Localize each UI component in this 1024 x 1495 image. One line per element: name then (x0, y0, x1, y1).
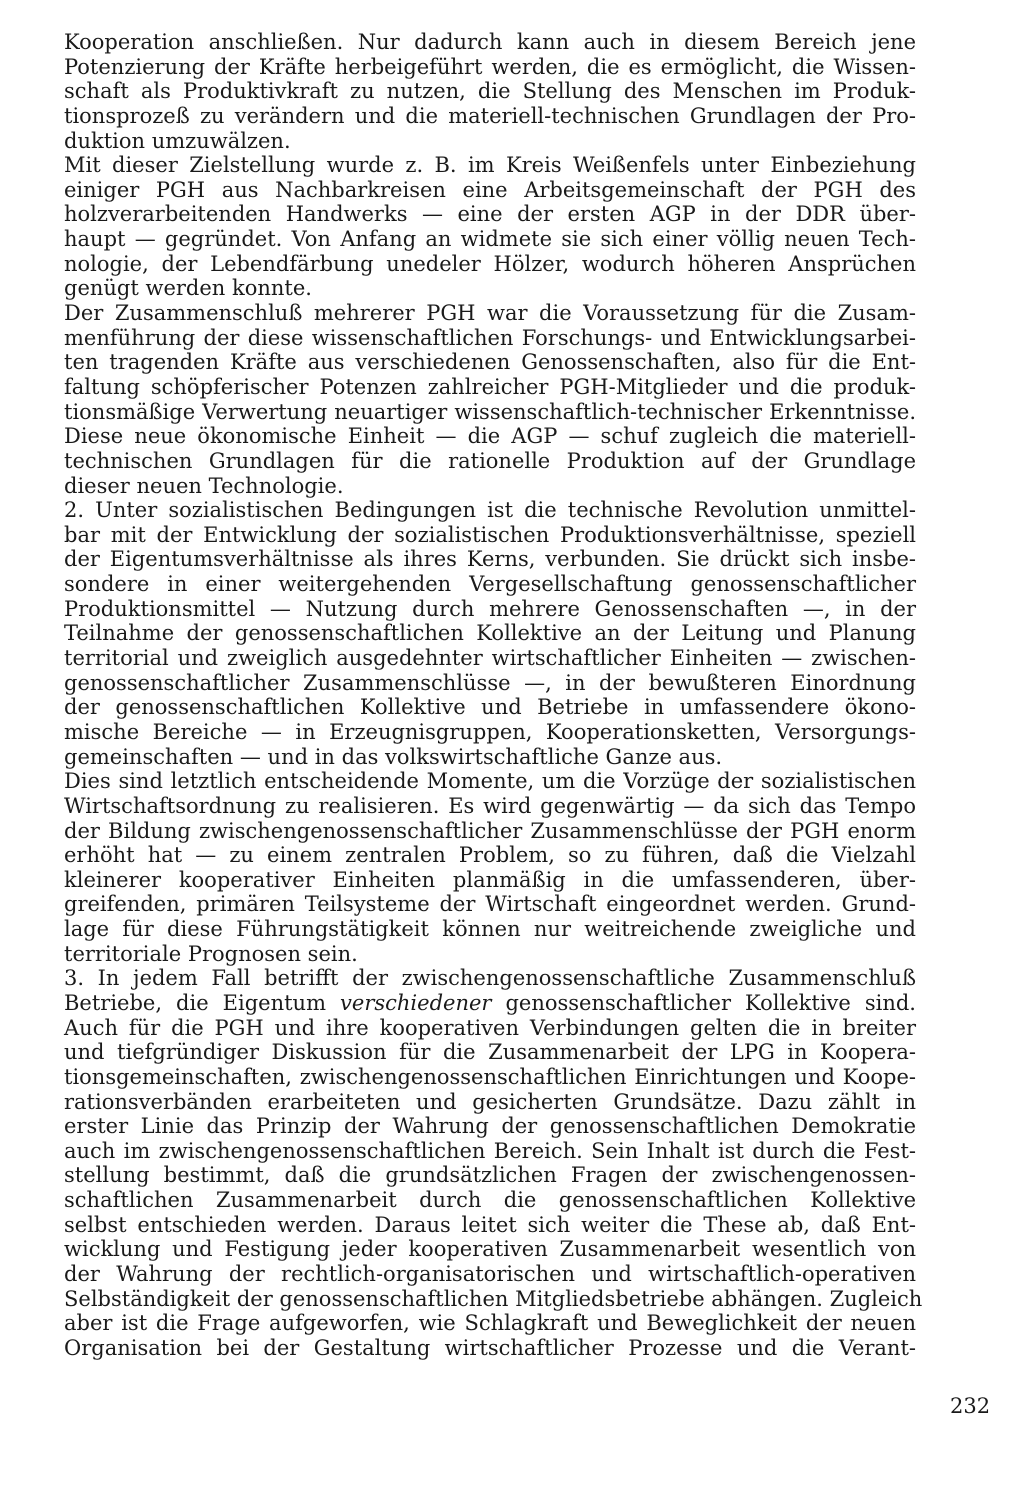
text-line: mische Bereiche — in Erzeugnisgruppen, Kooperationsketten, Versorgungs- (64, 719, 916, 744)
text-line: Potenzierung der Kräfte herbeigeführt werden, die es ermöglicht, die Wissen- (64, 54, 916, 79)
text-line: kleinerer kooperativer Einheiten planmäßig in die umfassenderen, über- (64, 867, 916, 892)
text-line: Kooperation anschließen. Nur dadurch kann auch in diesem Bereich jene (64, 30, 916, 54)
paragraph-3 (64, 301, 916, 498)
text-line: tionsmäßige Verwertung neuartiger wissenschaftlich-technischer Erkenntnisse. (64, 399, 916, 424)
text-line: dieser neuen Technologie. (64, 473, 344, 498)
text-line: faltung schöpferischer Potenzen zahlreicher PGH-Mitglieder und die produk- (64, 374, 916, 399)
text-line: genossenschaftlicher Zusammenschlüsse —, in der bewußteren Einordnung (64, 670, 916, 695)
text-line: der genossenschaftlichen Kollektive und Betriebe in umfassendere ökono- (64, 695, 916, 720)
text-line: rationsverbänden erarbeiteten und gesicherten Grundsätze. Dazu zählt in (64, 1089, 916, 1114)
text-line: holzverarbeitenden Handwerks — eine der ersten AGP in der DDR über- (64, 202, 916, 227)
text-line: ten tragenden Kräfte aus verschiedenen Genossenschaften, also für die Ent- (64, 350, 916, 375)
text-line: bar mit der Entwicklung der sozialistischen Produktionsverhältnisse, speziell (64, 522, 916, 547)
text-segment: Betriebe, die Eigentum (64, 990, 341, 1015)
text-segment: genossenschaftlicher Kollektive sind. (491, 990, 916, 1015)
text-line: Auch für die PGH und ihre kooperativen Verbindungen gelten die in breiter (64, 1015, 916, 1040)
text-line: Der Zusammenschluß mehrerer PGH war die Voraussetzung für die Zusam- (64, 301, 916, 326)
text-line: 3. In jedem Fall betrifft der zwischengenossenschaftliche Zusammenschluß (64, 966, 916, 991)
text-line: 2. Unter sozialistischen Bedingungen ist die technische Revolution unmittel- (64, 498, 916, 523)
text-line: Dies sind letztlich entscheidende Momente, um die Vorzüge der sozialistischen (64, 769, 916, 794)
text-line: sondere in einer weitergehenden Vergesellschaftung genossenschaftlicher (64, 572, 916, 597)
paragraph-2 (64, 153, 916, 301)
text-line: duktion umzuwälzen. (64, 128, 291, 153)
text-line: technischen Grundlagen für die rationelle Produktion auf der Grundlage (64, 448, 916, 473)
text-line: Organisation bei der Gestaltung wirtschaftlicher Prozesse und die Verant- (64, 1335, 916, 1360)
emphasized-word: verschiedener (340, 990, 492, 1015)
text-line: tionsgemeinschaften, zwischengenossenschaftlichen Einrichtungen und Koope- (64, 1064, 916, 1089)
text-line: schaftlichen Zusammenarbeit durch die genossenschaftlichen Kollektive (64, 1188, 916, 1213)
text-line: haupt — gegründet. Von Anfang an widmete sie sich einer völlig neuen Tech- (64, 227, 916, 252)
text-line: schaft als Produktivkraft zu nutzen, die Stellung des Menschen im Produk- (64, 79, 916, 104)
text-line: der Wahrung der rechtlich-organisatorischen und wirtschaftlich-operativen (64, 1262, 916, 1287)
text-line: erster Linie das Prinzip der Wahrung der genossenschaftlichen Demokratie (64, 1114, 916, 1139)
text-line: auch im zwischengenossenschaftlichen Bereich. Sein Inhalt ist durch die Fest- (64, 1138, 916, 1163)
text-line: Produktionsmittel — Nutzung durch mehrere Genossenschaften —, in der (64, 596, 916, 621)
text-line: menführung der diese wissenschaftlichen Forschungs- und Entwicklungsarbei- (64, 325, 916, 350)
text-line: Diese neue ökonomische Einheit — die AGP — schuf zugleich die materiell- (64, 424, 916, 449)
text-line: tionsprozeß zu verändern und die materiell-technischen Grundlagen der Pro- (64, 103, 916, 128)
text-line: und tiefgründiger Diskussion für die Zusammenarbeit der LPG in Koopera- (64, 1040, 916, 1065)
text-line: der Eigentumsverhältnisse als ihres Kerns, verbunden. Sie drückt sich insbe- (64, 547, 916, 572)
text-line: erhöht hat — zu einem zentralen Problem, so zu führen, daß die Vielzahl (64, 843, 916, 868)
text-line: territorial und zweiglich ausgedehnter wirtschaftlicher Einheiten — zwischen- (64, 646, 916, 671)
text-line: selbst entschieden werden. Daraus leitet sich weiter die These ab, daß Ent- (64, 1212, 916, 1237)
paragraph-1 (64, 30, 916, 153)
text-line: gemeinschaften — und in das volkswirtschaftliche Ganze aus. (64, 744, 723, 769)
text-line: einiger PGH aus Nachbarkreisen eine Arbeitsgemeinschaft der PGH des (64, 177, 916, 202)
text-line: genügt werden konnte. (64, 276, 312, 301)
paragraph-6 (64, 966, 923, 1360)
text-line: Mit dieser Zielstellung wurde z. B. im Kreis Weißenfels unter Einbeziehung (64, 153, 916, 178)
text-line: wicklung und Festigung jeder kooperativen Zusammenarbeit wesentlich von (64, 1237, 916, 1262)
text-line: Teilnahme der genossenschaftlichen Kollektive an der Leitung und Planung (64, 621, 916, 646)
text-line: aber ist die Frage aufgeworfen, wie Schlagkraft und Beweglichkeit der neuen (64, 1311, 916, 1336)
paragraph-5 (64, 769, 916, 966)
text-line-with-emphasis (64, 991, 916, 1016)
text-line: territoriale Prognosen sein. (64, 941, 358, 966)
text-line: greifenden, primären Teilsysteme der Wirtschaft eingeordnet werden. Grund- (64, 892, 916, 917)
text-line: nologie, der Lebendfärbung unedeler Hölzer, wodurch höheren Ansprüchen (64, 251, 916, 276)
text-line: Wirtschaftsordnung zu realisieren. Es wird gegenwärtig — da sich das Tempo (64, 793, 916, 818)
page-number: 232 (950, 1394, 991, 1418)
document-page (64, 30, 923, 1361)
text-line: der Bildung zwischengenossenschaftlicher Zusammenschlüsse der PGH enorm (64, 818, 916, 843)
text-line: Selbständigkeit der genossenschaftlichen Mitgliedsbetriebe abhängen. Zugleich (64, 1286, 923, 1311)
paragraph-4 (64, 498, 916, 769)
text-line: lage für diese Führungstätigkeit können nur weitreichende zweigliche und (64, 917, 916, 942)
text-line: stellung bestimmt, daß die grundsätzlichen Fragen der zwischengenossen- (64, 1163, 916, 1188)
